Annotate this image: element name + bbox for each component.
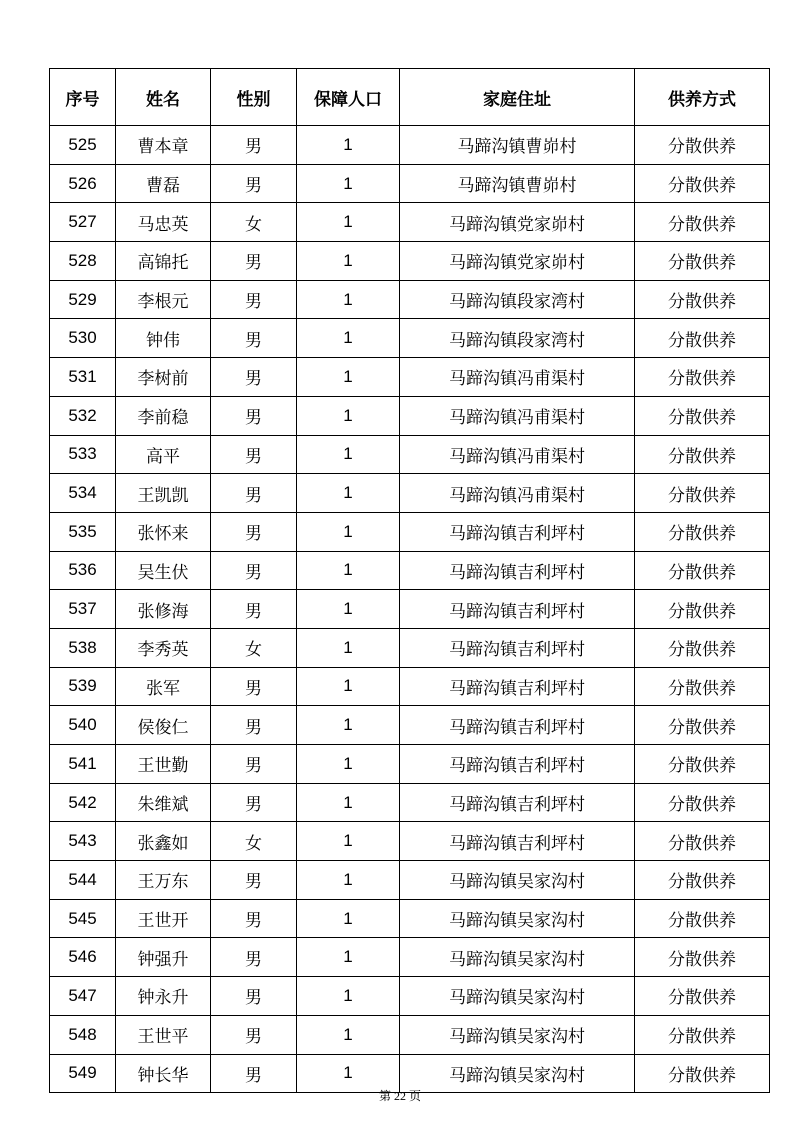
cell-col-gender: 男 [211, 899, 297, 938]
cell-col-address: 马蹄沟镇段家湾村 [400, 280, 635, 319]
header-col-name: 姓名 [116, 69, 211, 126]
cell-col-covered-persons: 1 [297, 435, 400, 474]
cell-col-address: 马蹄沟镇吉利坪村 [400, 628, 635, 667]
table-row [50, 590, 770, 629]
table-row [50, 203, 770, 242]
cell-col-address: 马蹄沟镇党家峁村 [400, 242, 635, 281]
cell-col-covered-persons: 1 [297, 1015, 400, 1054]
cell-col-serial: 537 [50, 590, 116, 629]
cell-col-serial: 526 [50, 164, 116, 203]
cell-col-name: 高平 [116, 435, 211, 474]
cell-col-address: 马蹄沟镇吴家沟村 [400, 861, 635, 900]
header-col-address: 家庭住址 [400, 69, 635, 126]
page-number: 第 22 页 [378, 1089, 421, 1103]
cell-col-gender: 男 [211, 590, 297, 629]
cell-col-address: 马蹄沟镇冯甫渠村 [400, 435, 635, 474]
table-row [50, 938, 770, 977]
cell-col-serial: 540 [50, 706, 116, 745]
cell-col-covered-persons: 1 [297, 164, 400, 203]
cell-col-serial: 548 [50, 1015, 116, 1054]
cell-col-name: 张怀来 [116, 512, 211, 551]
cell-col-name: 李秀英 [116, 628, 211, 667]
cell-col-covered-persons: 1 [297, 977, 400, 1016]
cell-col-name: 钟强升 [116, 938, 211, 977]
cell-col-covered-persons: 1 [297, 1054, 400, 1093]
table-row [50, 861, 770, 900]
cell-col-support-mode: 分散供养 [635, 706, 770, 745]
cell-col-address: 马蹄沟镇吉利坪村 [400, 783, 635, 822]
table-row [50, 628, 770, 667]
cell-col-name: 李树前 [116, 358, 211, 397]
cell-col-gender: 女 [211, 822, 297, 861]
table-row [50, 977, 770, 1016]
cell-col-covered-persons: 1 [297, 706, 400, 745]
cell-col-name: 曹磊 [116, 164, 211, 203]
cell-col-covered-persons: 1 [297, 551, 400, 590]
cell-col-gender: 男 [211, 706, 297, 745]
cell-col-address: 马蹄沟镇吉利坪村 [400, 551, 635, 590]
cell-col-name: 李根元 [116, 280, 211, 319]
cell-col-address: 马蹄沟镇吉利坪村 [400, 745, 635, 784]
cell-col-gender: 男 [211, 938, 297, 977]
cell-col-serial: 535 [50, 512, 116, 551]
cell-col-support-mode: 分散供养 [635, 396, 770, 435]
cell-col-serial: 546 [50, 938, 116, 977]
cell-col-covered-persons: 1 [297, 242, 400, 281]
cell-col-covered-persons: 1 [297, 628, 400, 667]
cell-col-support-mode: 分散供养 [635, 667, 770, 706]
header-col-serial: 序号 [50, 69, 116, 126]
cell-col-address: 马蹄沟镇曹峁村 [400, 126, 635, 165]
cell-col-serial: 527 [50, 203, 116, 242]
cell-col-gender: 男 [211, 1015, 297, 1054]
header-col-gender: 性别 [211, 69, 297, 126]
cell-col-address: 马蹄沟镇冯甫渠村 [400, 358, 635, 397]
cell-col-name: 王世平 [116, 1015, 211, 1054]
cell-col-name: 侯俊仁 [116, 706, 211, 745]
cell-col-covered-persons: 1 [297, 590, 400, 629]
cell-col-gender: 男 [211, 319, 297, 358]
cell-col-covered-persons: 1 [297, 512, 400, 551]
cell-col-serial: 541 [50, 745, 116, 784]
cell-col-covered-persons: 1 [297, 822, 400, 861]
cell-col-gender: 男 [211, 667, 297, 706]
cell-col-serial: 549 [50, 1054, 116, 1093]
cell-col-support-mode: 分散供养 [635, 590, 770, 629]
cell-col-support-mode: 分散供养 [635, 280, 770, 319]
table-row [50, 242, 770, 281]
cell-col-serial: 542 [50, 783, 116, 822]
cell-col-gender: 男 [211, 861, 297, 900]
cell-col-support-mode: 分散供养 [635, 822, 770, 861]
table-row [50, 358, 770, 397]
relief-roster-table [49, 68, 770, 1093]
cell-col-gender: 男 [211, 396, 297, 435]
cell-col-address: 马蹄沟镇吴家沟村 [400, 1015, 635, 1054]
cell-col-support-mode: 分散供养 [635, 899, 770, 938]
cell-col-covered-persons: 1 [297, 745, 400, 784]
cell-col-support-mode: 分散供养 [635, 861, 770, 900]
cell-col-covered-persons: 1 [297, 667, 400, 706]
table-row [50, 667, 770, 706]
cell-col-name: 吴生伏 [116, 551, 211, 590]
cell-col-serial: 528 [50, 242, 116, 281]
cell-col-support-mode: 分散供养 [635, 745, 770, 784]
cell-col-gender: 男 [211, 551, 297, 590]
cell-col-serial: 532 [50, 396, 116, 435]
cell-col-covered-persons: 1 [297, 938, 400, 977]
cell-col-name: 李前稳 [116, 396, 211, 435]
table-row [50, 706, 770, 745]
cell-col-name: 王凯凯 [116, 474, 211, 513]
cell-col-covered-persons: 1 [297, 783, 400, 822]
cell-col-serial: 530 [50, 319, 116, 358]
cell-col-support-mode: 分散供养 [635, 551, 770, 590]
cell-col-covered-persons: 1 [297, 358, 400, 397]
cell-col-name: 王世勤 [116, 745, 211, 784]
cell-col-serial: 543 [50, 822, 116, 861]
table-row [50, 126, 770, 165]
cell-col-support-mode: 分散供养 [635, 1015, 770, 1054]
cell-col-serial: 533 [50, 435, 116, 474]
cell-col-address: 马蹄沟镇吉利坪村 [400, 667, 635, 706]
cell-col-name: 高锦托 [116, 242, 211, 281]
cell-col-gender: 男 [211, 977, 297, 1016]
cell-col-address: 马蹄沟镇吉利坪村 [400, 590, 635, 629]
cell-col-gender: 男 [211, 242, 297, 281]
cell-col-support-mode: 分散供养 [635, 628, 770, 667]
cell-col-support-mode: 分散供养 [635, 126, 770, 165]
cell-col-gender: 女 [211, 628, 297, 667]
cell-col-support-mode: 分散供养 [635, 783, 770, 822]
cell-col-support-mode: 分散供养 [635, 164, 770, 203]
cell-col-name: 张修海 [116, 590, 211, 629]
cell-col-name: 曹本章 [116, 126, 211, 165]
cell-col-name: 钟永升 [116, 977, 211, 1016]
cell-col-address: 马蹄沟镇吉利坪村 [400, 822, 635, 861]
table-row [50, 474, 770, 513]
cell-col-serial: 539 [50, 667, 116, 706]
cell-col-serial: 525 [50, 126, 116, 165]
table-row [50, 783, 770, 822]
table-row [50, 164, 770, 203]
cell-col-address: 马蹄沟镇段家湾村 [400, 319, 635, 358]
cell-col-support-mode: 分散供养 [635, 474, 770, 513]
cell-col-serial: 544 [50, 861, 116, 900]
cell-col-gender: 男 [211, 280, 297, 319]
cell-col-address: 马蹄沟镇冯甫渠村 [400, 396, 635, 435]
cell-col-gender: 男 [211, 358, 297, 397]
cell-col-serial: 547 [50, 977, 116, 1016]
table-row [50, 551, 770, 590]
cell-col-address: 马蹄沟镇吴家沟村 [400, 899, 635, 938]
cell-col-address: 马蹄沟镇吴家沟村 [400, 977, 635, 1016]
table-header [50, 69, 770, 126]
cell-col-support-mode: 分散供养 [635, 977, 770, 1016]
cell-col-support-mode: 分散供养 [635, 1054, 770, 1093]
cell-col-support-mode: 分散供养 [635, 242, 770, 281]
cell-col-support-mode: 分散供养 [635, 512, 770, 551]
header-row [50, 69, 770, 126]
table-row [50, 280, 770, 319]
cell-col-gender: 男 [211, 474, 297, 513]
cell-col-gender: 男 [211, 512, 297, 551]
table-row [50, 822, 770, 861]
cell-col-name: 张军 [116, 667, 211, 706]
cell-col-gender: 男 [211, 1054, 297, 1093]
cell-col-serial: 538 [50, 628, 116, 667]
cell-col-address: 马蹄沟镇党家峁村 [400, 203, 635, 242]
table-row [50, 512, 770, 551]
cell-col-covered-persons: 1 [297, 280, 400, 319]
cell-col-support-mode: 分散供养 [635, 938, 770, 977]
cell-col-covered-persons: 1 [297, 319, 400, 358]
cell-col-name: 钟伟 [116, 319, 211, 358]
cell-col-serial: 531 [50, 358, 116, 397]
cell-col-name: 朱维斌 [116, 783, 211, 822]
cell-col-name: 张鑫如 [116, 822, 211, 861]
cell-col-serial: 536 [50, 551, 116, 590]
cell-col-gender: 女 [211, 203, 297, 242]
cell-col-address: 马蹄沟镇吉利坪村 [400, 706, 635, 745]
cell-col-covered-persons: 1 [297, 474, 400, 513]
cell-col-name: 王世开 [116, 899, 211, 938]
cell-col-name: 钟长华 [116, 1054, 211, 1093]
cell-col-gender: 男 [211, 783, 297, 822]
cell-col-gender: 男 [211, 164, 297, 203]
cell-col-serial: 534 [50, 474, 116, 513]
cell-col-covered-persons: 1 [297, 899, 400, 938]
cell-col-name: 马忠英 [116, 203, 211, 242]
cell-col-support-mode: 分散供养 [635, 203, 770, 242]
cell-col-covered-persons: 1 [297, 396, 400, 435]
cell-col-name: 王万东 [116, 861, 211, 900]
table-row [50, 435, 770, 474]
cell-col-support-mode: 分散供养 [635, 435, 770, 474]
cell-col-support-mode: 分散供养 [635, 319, 770, 358]
cell-col-support-mode: 分散供养 [635, 358, 770, 397]
cell-col-covered-persons: 1 [297, 861, 400, 900]
cell-col-serial: 529 [50, 280, 116, 319]
cell-col-gender: 男 [211, 435, 297, 474]
cell-col-address: 马蹄沟镇吴家沟村 [400, 1054, 635, 1093]
cell-col-address: 马蹄沟镇曹峁村 [400, 164, 635, 203]
table-row [50, 899, 770, 938]
cell-col-address: 马蹄沟镇吴家沟村 [400, 938, 635, 977]
table-body [50, 126, 770, 1093]
cell-col-address: 马蹄沟镇吉利坪村 [400, 512, 635, 551]
header-col-support-mode: 供养方式 [635, 69, 770, 126]
table-row [50, 745, 770, 784]
cell-col-serial: 545 [50, 899, 116, 938]
table-row [50, 396, 770, 435]
cell-col-gender: 男 [211, 745, 297, 784]
cell-col-address: 马蹄沟镇冯甫渠村 [400, 474, 635, 513]
table-row [50, 1015, 770, 1054]
cell-col-gender: 男 [211, 126, 297, 165]
cell-col-covered-persons: 1 [297, 203, 400, 242]
header-col-covered-persons: 保障人口 [297, 69, 400, 126]
table-row [50, 319, 770, 358]
cell-col-covered-persons: 1 [297, 126, 400, 165]
